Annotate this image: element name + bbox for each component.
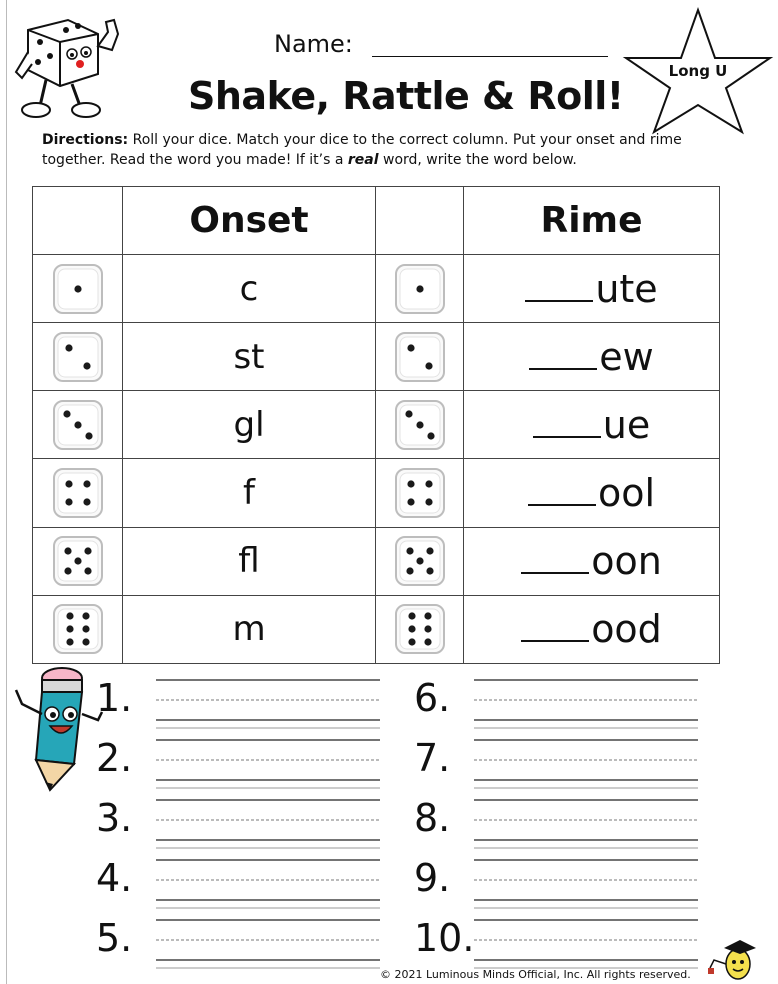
onset-cell: f: [123, 459, 376, 527]
onset-die-cell: [33, 459, 123, 527]
rime-text: ue: [602, 402, 651, 447]
die-face-5-icon: [394, 535, 446, 587]
rime-die-cell: [376, 459, 464, 527]
table-row: [33, 391, 720, 459]
die-face-4-icon: [394, 467, 446, 519]
onset-cell: st: [123, 323, 376, 391]
rime-text: ood: [591, 607, 662, 652]
table-row: [33, 595, 720, 663]
rime-cell: [464, 255, 720, 323]
rime-text: ool: [597, 471, 656, 516]
rime-text: ew: [599, 334, 654, 379]
copyright-text: © 2021 Luminous Minds Official, Inc. All rights reserved.: [380, 968, 691, 981]
rime-header: Rime: [464, 187, 720, 255]
die-face-6-icon: [52, 603, 104, 655]
rime-cell: [464, 323, 720, 391]
handwriting-lines[interactable]: [474, 918, 698, 970]
die-face-3-icon: [394, 399, 446, 451]
rime-blank: [521, 542, 589, 574]
directions-text-2: word, write the word below.: [378, 152, 577, 168]
handwriting-lines[interactable]: [156, 858, 380, 910]
onset-cell: gl: [123, 391, 376, 459]
onset-die-cell: [33, 595, 123, 663]
table-header-row: [33, 187, 720, 255]
directions-emphasis: real: [347, 152, 379, 168]
pencil-mascot-icon: [12, 664, 104, 794]
die-face-1-icon: [394, 263, 446, 315]
rime-blank: [528, 474, 596, 506]
onset-die-cell: [33, 255, 123, 323]
die-face-4-icon: [52, 467, 104, 519]
rime-die-cell: [376, 323, 464, 391]
die-face-1-icon: [52, 263, 104, 315]
handwriting-lines[interactable]: [474, 678, 698, 730]
star-badge-label: Long U: [668, 62, 728, 80]
table-row: [33, 323, 720, 391]
answer-number: 9.: [414, 856, 451, 900]
handwriting-lines[interactable]: [156, 918, 380, 970]
dice-mascot-icon: [10, 12, 128, 120]
page-title: Shake, Rattle & Roll!: [188, 74, 624, 118]
answer-number: 8.: [414, 796, 451, 840]
answer-number: 5.: [96, 916, 133, 960]
rime-blank: [533, 406, 601, 438]
onset-cell: fl: [123, 527, 376, 595]
answer-number: 4.: [96, 856, 133, 900]
answer-number: 10.: [414, 916, 475, 960]
rime-cell: [464, 391, 720, 459]
rime-cell: [464, 459, 720, 527]
graduate-mascot-icon: [706, 938, 762, 982]
header-blank-2: [376, 187, 464, 255]
rime-die-cell: [376, 255, 464, 323]
onset-cell: m: [123, 595, 376, 663]
rime-die-cell: [376, 527, 464, 595]
rime-blank: [529, 338, 597, 370]
table-row: [33, 459, 720, 527]
answer-number: 6.: [414, 676, 451, 720]
die-face-2-icon: [394, 331, 446, 383]
handwriting-lines[interactable]: [474, 798, 698, 850]
die-face-5-icon: [52, 535, 104, 587]
handwriting-lines[interactable]: [156, 678, 380, 730]
answer-number: 7.: [414, 736, 451, 780]
handwriting-lines[interactable]: [474, 858, 698, 910]
onset-die-cell: [33, 391, 123, 459]
die-face-2-icon: [52, 331, 104, 383]
rime-cell: [464, 595, 720, 663]
rime-text: ute: [595, 266, 658, 311]
table-row: [33, 255, 720, 323]
onset-cell: c: [123, 255, 376, 323]
rime-cell: [464, 527, 720, 595]
die-face-3-icon: [52, 399, 104, 451]
onset-rime-table: [32, 186, 720, 664]
page-edge: [6, 0, 7, 984]
header-blank-1: [33, 187, 123, 255]
rime-text: oon: [591, 539, 662, 584]
directions: [42, 130, 732, 170]
rime-die-cell: [376, 595, 464, 663]
handwriting-lines[interactable]: [156, 738, 380, 790]
answer-number: 2.: [96, 736, 133, 780]
die-face-6-icon: [394, 603, 446, 655]
handwriting-lines[interactable]: [474, 738, 698, 790]
table-row: [33, 527, 720, 595]
name-label: Name:: [274, 30, 353, 58]
onset-die-cell: [33, 527, 123, 595]
directions-text-1: Roll your dice. Match your dice to the correct column. Put your onset and rime together. Read the word you made! If it’s a: [42, 132, 682, 168]
answer-number: 3.: [96, 796, 133, 840]
onset-header: Onset: [123, 187, 376, 255]
rime-die-cell: [376, 391, 464, 459]
handwriting-lines[interactable]: [156, 798, 380, 850]
onset-die-cell: [33, 323, 123, 391]
rime-blank: [521, 610, 589, 642]
rime-blank: [525, 270, 593, 302]
name-input-line[interactable]: [372, 56, 608, 57]
directions-label: Directions:: [42, 132, 129, 148]
answer-number: 1.: [96, 676, 133, 720]
